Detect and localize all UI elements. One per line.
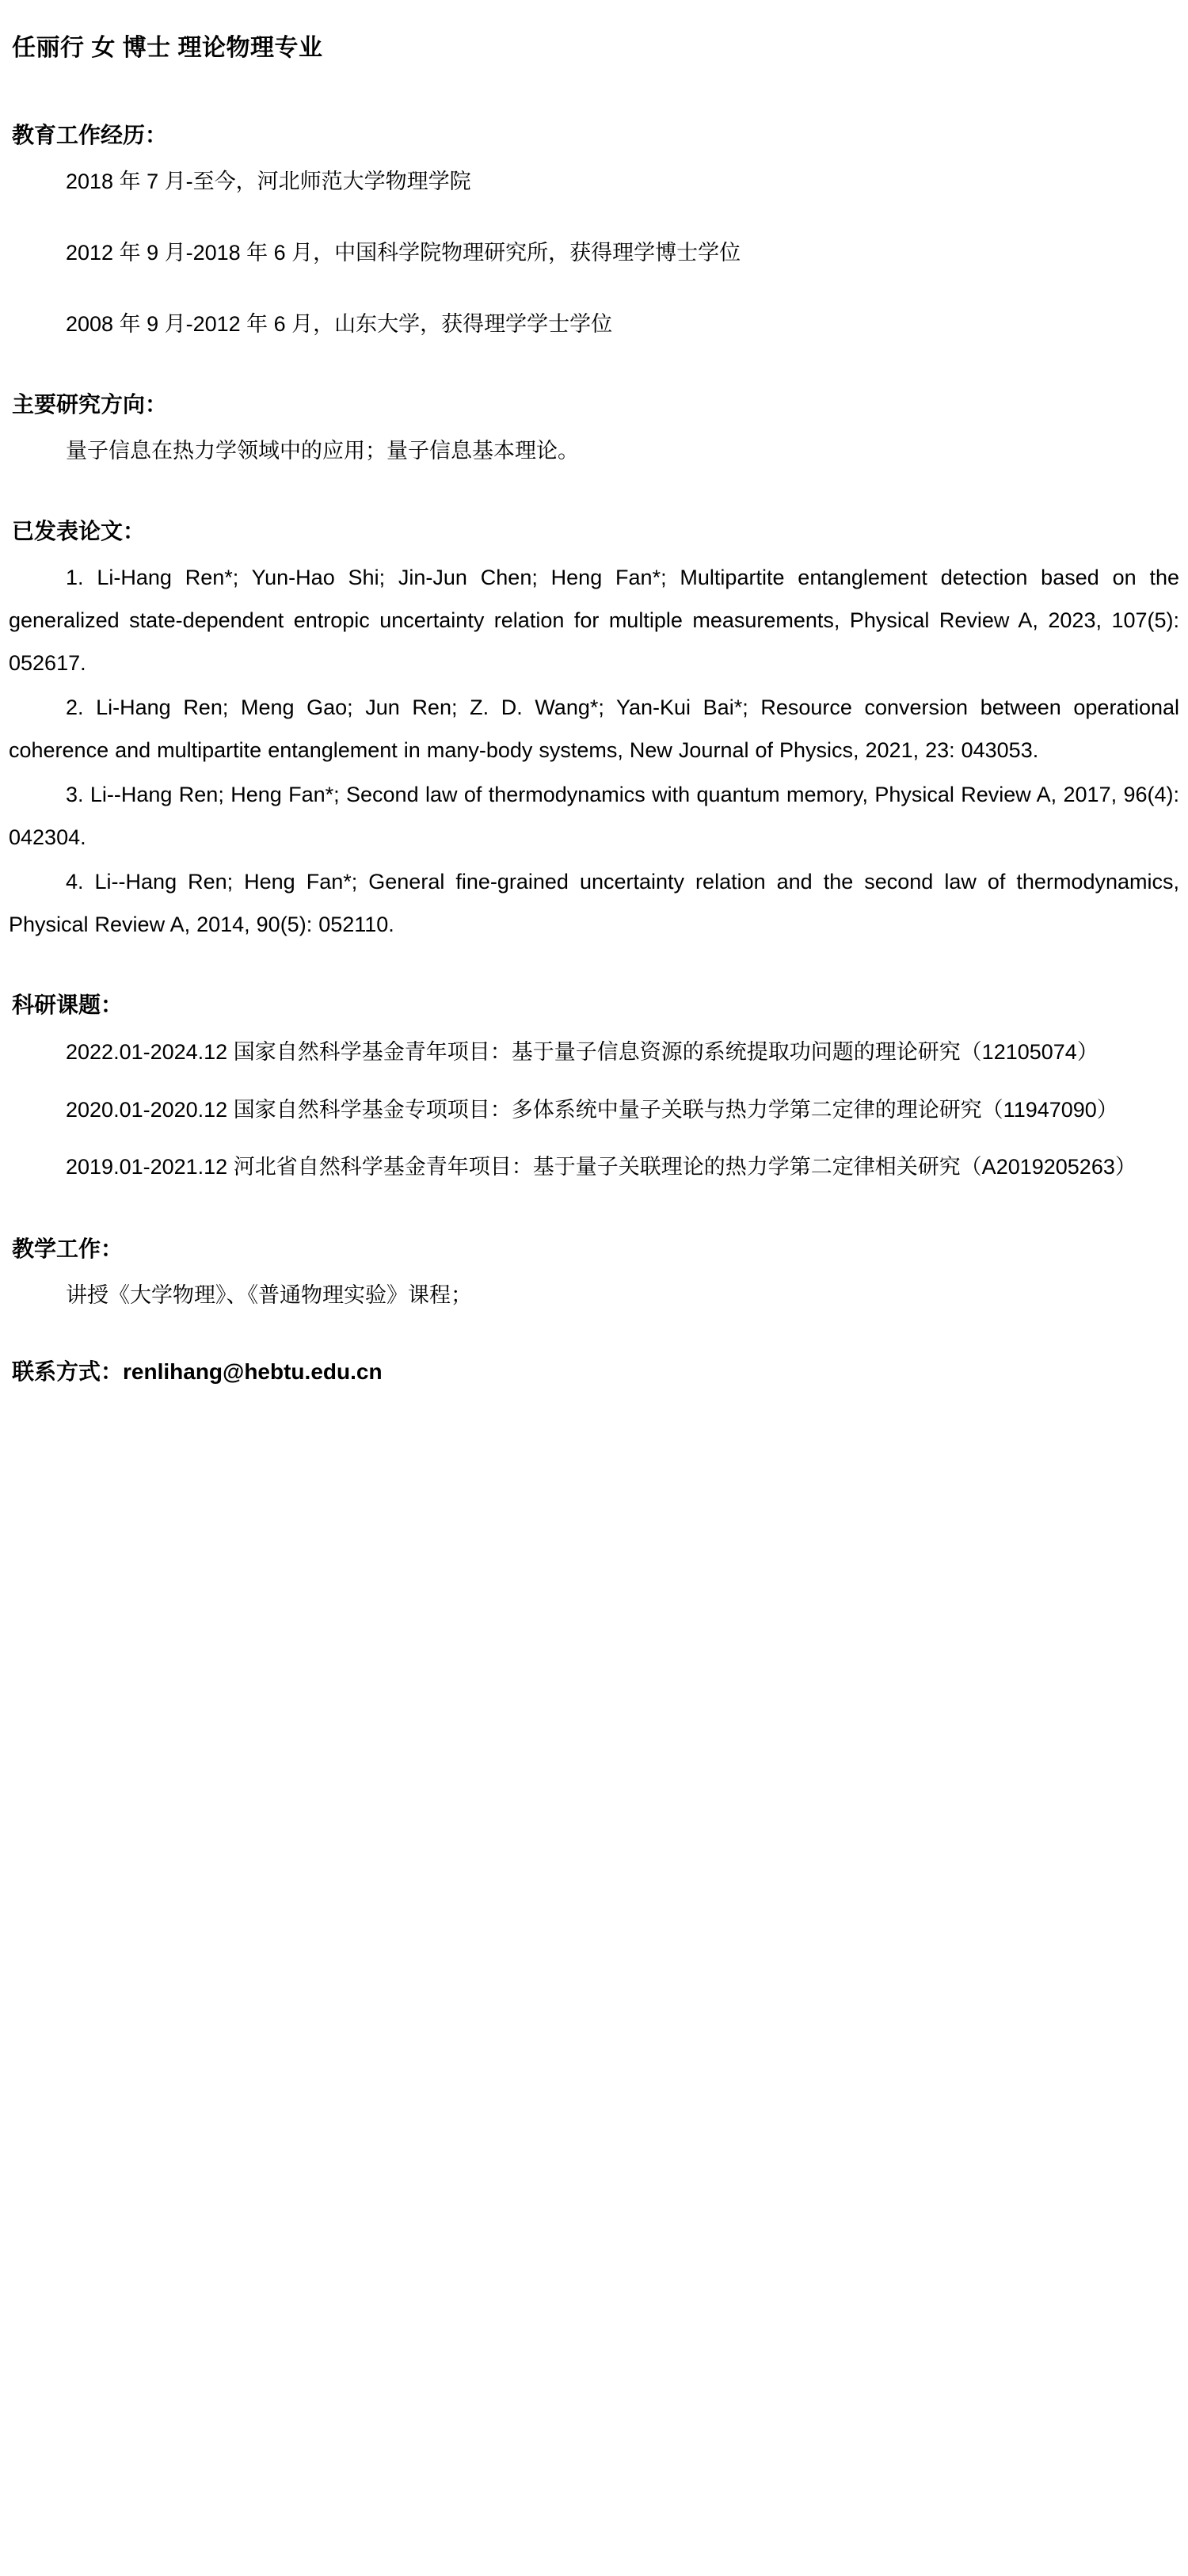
- section-heading-teaching: 教学工作：: [12, 1237, 124, 1262]
- section-heading-publications: 已发表论文：: [12, 519, 146, 543]
- section-heading-research: 主要研究方向：: [12, 392, 168, 417]
- project-item: 2022.01-2024.12 国家自然科学基金青年项目：基于量子信息资源的系统提取功问题的理论研究（12105074）: [66, 1040, 1099, 1064]
- project-item: 2020.01-2020.12 国家自然科学基金专项项目：多体系统中量子关联与热力学第二定律的理论研究（11947090）: [66, 1097, 1118, 1122]
- education-item: 2012 年 9 月-2018 年 6 月，中国科学院物理研究所，获得理学博士学位: [66, 241, 741, 265]
- publication-item: 4. Li--Hang Ren; Heng Fan*; General fine-grained uncertainty relation and the second law of thermodynamics, Physical Review A, 2014, 90(5): 052110.: [9, 870, 1179, 936]
- publication-item: 1. Li-Hang Ren*; Yun-Hao Shi; Jin-Jun Chen; Heng Fan*; Multipartite entanglement detection based on the generalized state-dependent entropic uncertainty relation for multiple measurements, Physical Review A, 2023, 107(5): 052617.: [9, 566, 1179, 675]
- teaching-text: 讲授《大学物理》、《普通物理实验》课程；: [66, 1283, 472, 1308]
- education-item: 2008 年 9 月-2012 年 6 月，山东大学，获得理学学士学位: [66, 312, 613, 336]
- contact-email: renlihang@hebtu.edu.cn: [123, 1359, 383, 1385]
- section-heading-education: 教育工作经历：: [12, 123, 168, 147]
- contact-label: 联系方式：: [12, 1359, 124, 1385]
- document-content: [4, 32, 1184, 1390]
- section-heading-projects: 科研课题：: [12, 993, 124, 1017]
- publication-item: 3. Li--Hang Ren; Heng Fan*; Second law of thermodynamics with quantum memory, Physical Review A, 2017, 96(4): 042304.: [9, 783, 1179, 849]
- research-directions-text: 量子信息在热力学领域中的应用；量子信息基本理论。: [66, 439, 579, 463]
- publication-item: 2. Li-Hang Ren; Meng Gao; Jun Ren; Z. D. Wang*; Yan-Kui Bai*; Resource conversion between operational coherence and multipartite entanglement in many-body systems, New Journal of Physics, 2021, 23: 043053.: [9, 695, 1179, 762]
- project-item: 2019.01-2021.12 河北省自然科学基金青年项目：基于量子关联理论的热力学第二定律相关研究（A2019205263）: [66, 1155, 1137, 1179]
- contact-line: [12, 1355, 1179, 1390]
- education-item: 2018 年 7 月-至今，河北师范大学物理学院: [66, 170, 471, 193]
- page-title: 任丽行 女 博士 理论物理专业: [12, 35, 323, 61]
